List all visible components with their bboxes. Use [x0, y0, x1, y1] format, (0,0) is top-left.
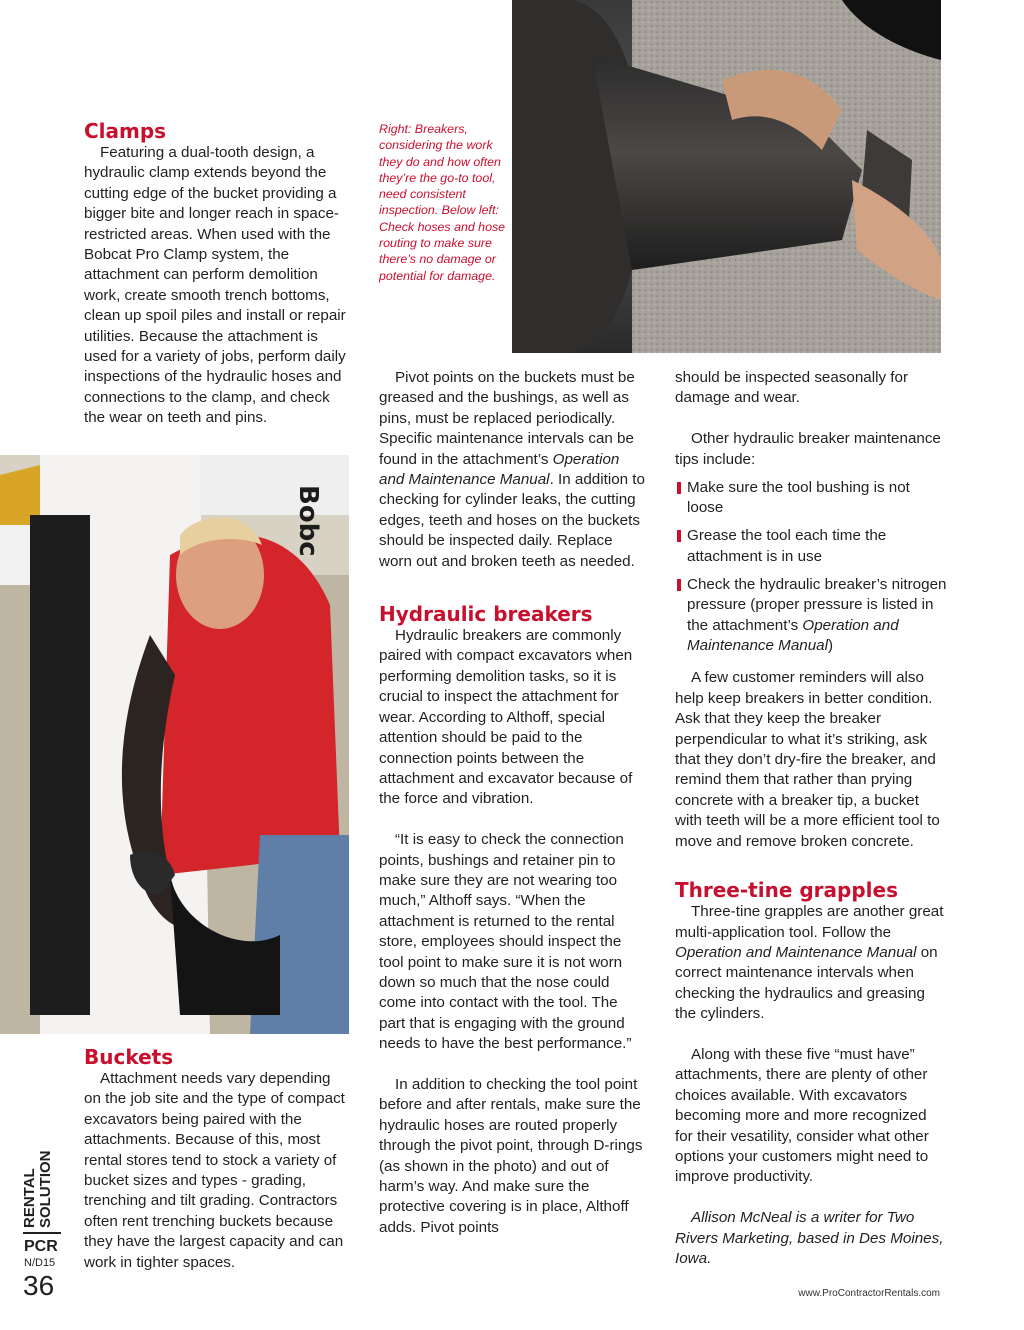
section-divider — [23, 1232, 61, 1234]
grapples-heading: Three-tine grapples — [675, 878, 898, 903]
closing-paragraph: Along with these five “must have” attachments, there are plenty of other choices available. With excavators becoming more and more recognized for their vesatility, consider what other options your customers might need to improve productivity. — [675, 1045, 929, 1186]
breakers-heading: Hydraulic breakers — [379, 602, 593, 627]
buckets-paragraph: Attachment needs vary depending on the job site and the type of compact excavators being paired with the attachments. Because of this, most rental stores tend to stock a variety of bucket sizes and types - grading, trenching and tilt grading. Contractors often rent trenching buckets because they have the largest capacity and can work in tighter spaces. — [84, 1070, 345, 1271]
section-label-line2: SOLUTION — [37, 1150, 54, 1228]
hoses-paragraph: In addition to checking the tool point before and after rentals, make sure the hydraulic hoses are routed properly through the pivot point, through D-rings (as shown in the photo) and out of harm’s way. And make sure the protective covering is in place, Althoff adds. Pivot points — [379, 1075, 643, 1236]
grapples-paragraph — [675, 902, 947, 1024]
grapples-text-b: on correct maintenance intervals when checking the hydraulics and greasing the cylinders. — [675, 943, 938, 1023]
breaker-tool-photo — [512, 0, 941, 353]
bullet-text-b: ) — [828, 637, 834, 655]
pivot-text-a: Pivot points on the buckets must be greased and the bushings, as well as pins, must be replaced periodically. Specific maintenance intervals can be found in the attachment’s — [379, 369, 635, 468]
bullet-manual-title: Operation and Maintenance Manual — [687, 616, 899, 655]
list-item — [675, 575, 947, 657]
list-item: Make sure the tool bushing is not loose — [675, 478, 947, 519]
buckets-heading: Buckets — [84, 1045, 174, 1069]
pivot-manual-title: Operation and Maintenance Manual — [379, 450, 620, 489]
pivot-paragraph — [379, 368, 647, 572]
reminders-paragraph: A few customer reminders will also help keep breakers in better condition. Ask that they keep the breaker perpendicular to what it’s striking, ask that they don’t dry-fire the breaker, and remind them that rather than prying concrete with a breaker tip, a bucket with teeth will be a more efficient tool to move and remove broken concrete. — [675, 669, 940, 850]
tips-intro-paragraph: Other hydraulic breaker maintenance tips include: — [675, 430, 941, 468]
bobcat-label: Bobc — [293, 485, 323, 557]
quote-paragraph: “It is easy to check the connection points, bushings and retainer pin to make sure they are not wearing too much,” Althoff says. “When the attachment is returned to the rental store, employees should inspect the tool point to make sure it is not worn down so much that the nose could come into contact with the tool. The part that is engaging with the ground needs to have the best performance.” — [379, 831, 632, 1053]
middle-column — [379, 368, 647, 1238]
continued-paragraph: should be inspected seasonally for damage and wear. — [675, 369, 909, 407]
list-item: Grease the tool each time the attachment is in use — [675, 526, 947, 567]
clamps-paragraph: Featuring a dual-tooth design, a hydraulic clamp extends beyond the cutting edge of the bucket providing a bigger bite and longer reach in space-restricted areas. When used with the Bobcat Pro Clamp system, the attachment can perform demolition work, create smooth trench bottoms, clean up spoil piles and install or repair utilities. Because the attachment is used for a variety of jobs, perform daily inspections of the hydraulic hoses and connections to the clamp, and check the wear on teeth and pins. — [84, 144, 346, 427]
hose-inspection-illustration — [0, 455, 349, 1034]
magazine-logo: PCR — [24, 1238, 58, 1255]
buckets-section — [84, 1045, 350, 1273]
footer-url: www.ProContractorRentals.com — [798, 1288, 940, 1299]
author-byline: Allison McNeal is a writer for Two Rivers Marketing, based in Des Moines, Iowa. — [675, 1209, 944, 1267]
hose-inspection-photo — [0, 455, 349, 1034]
right-column — [675, 368, 947, 1269]
bullet-text-a: Check the hydraulic breaker’s nitrogen pressure (proper pressure is listed in the attachment’s — [687, 575, 947, 634]
issue-label: N/D15 — [24, 1257, 56, 1269]
pivot-text-b: . In addition to checking for cylinder leaks, the cutting edges, teeth and hoses on the buckets should be inspected daily. Replace worn out and broken teeth as needed. — [379, 471, 645, 570]
section-label — [22, 1151, 54, 1229]
grapples-manual-title: Operation and Maintenance Manual — [675, 943, 917, 961]
maintenance-tips-list — [675, 478, 947, 656]
clamps-section — [84, 119, 350, 429]
breaker-tool-illustration — [512, 0, 941, 353]
breakers-paragraph: Hydraulic breakers are commonly paired with compact excavators when performing demolition tasks, so it is crucial to inspect the attachment for wear. According to Althoff, special attention should be paid to the connection points between the attachment and excavator because of the force and vibration. — [379, 627, 633, 808]
page-number: 36 — [23, 1270, 55, 1301]
photo-caption: Right: Breakers, considering the work they do and how often they’re the go-to tool, need consistent inspection. Below left: Check hoses and hose routing to make sure there’s no damage or potential for damage. — [379, 122, 506, 283]
grapples-text-a: Three-tine grapples are another great multi-application tool. Follow the — [675, 903, 944, 941]
section-label-line1: RENTAL — [21, 1168, 38, 1228]
clamps-heading: Clamps — [84, 119, 167, 143]
